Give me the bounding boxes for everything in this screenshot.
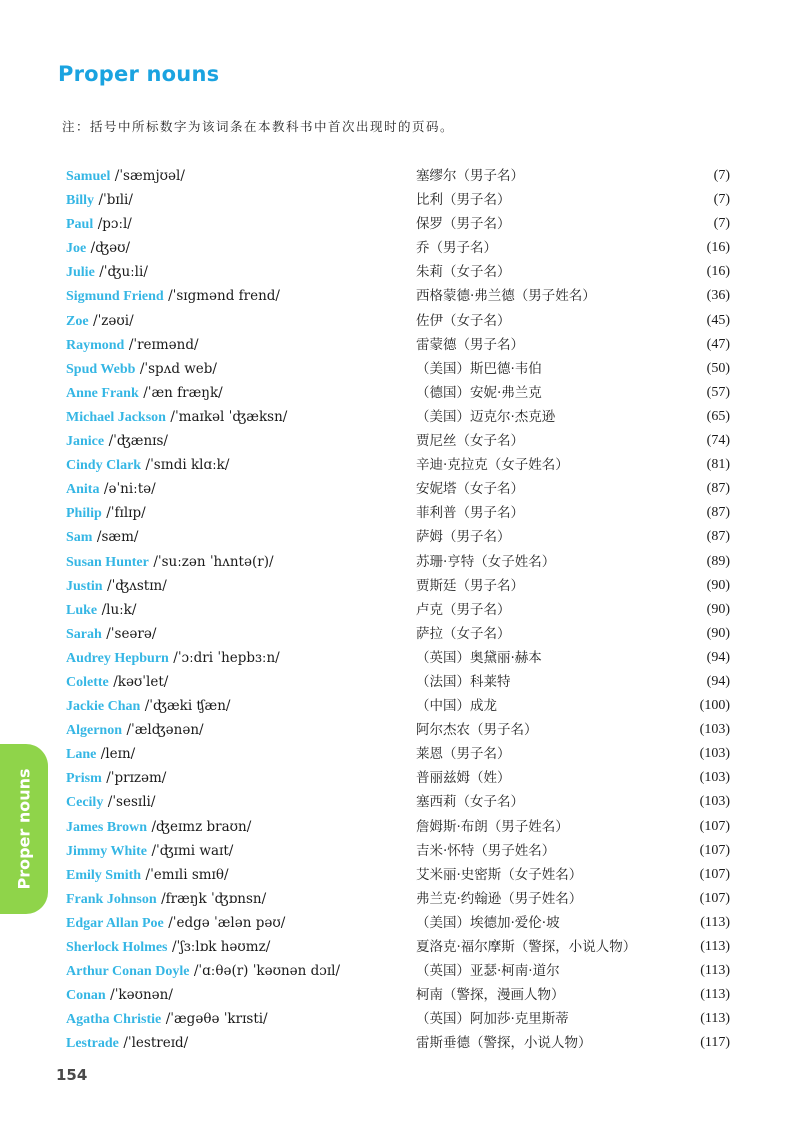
entry-chinese: 莱恩（男子名） — [416, 746, 511, 763]
entry-name: Jackie Chan — [66, 699, 141, 715]
entry-english — [66, 166, 185, 187]
entry-pronunciation: /əˈniːtə/ — [103, 481, 156, 498]
entry-page-ref: (57) — [706, 384, 730, 400]
entry-pronunciation: /ˈemɪli smɪθ/ — [145, 866, 229, 883]
entry-row — [66, 1009, 730, 1033]
entry-chinese: 萨拉（女子名） — [416, 625, 511, 642]
entry-page-ref: (103) — [699, 746, 730, 762]
entry-chinese: 苏珊·亨特（女子姓名） — [416, 553, 556, 570]
entry-page-ref: (36) — [706, 288, 730, 304]
entry-page-ref: (47) — [706, 336, 730, 352]
entry-pronunciation: /ˈedgə ˈælən pəʊ/ — [168, 914, 286, 931]
entry-page-ref: (94) — [706, 649, 730, 665]
entry-chinese: （法国）科莱特 — [416, 673, 511, 690]
entry-english — [66, 744, 135, 765]
entry-page-ref: (103) — [699, 794, 730, 810]
entry-chinese: （中国）成龙 — [416, 698, 497, 715]
entry-chinese: 贾尼丝（女子名） — [416, 433, 524, 450]
entry-row — [66, 841, 730, 865]
entry-page-ref: (103) — [699, 770, 730, 786]
entry-english — [66, 768, 166, 789]
entry-page-ref: (65) — [706, 408, 730, 424]
entry-page-ref: (7) — [713, 192, 730, 208]
entry-page-ref: (100) — [699, 698, 730, 714]
entry-row — [66, 1033, 730, 1057]
entry-english — [66, 672, 168, 693]
entry-pronunciation: /ˈʤɪmi waɪt/ — [151, 842, 234, 859]
entry-pronunciation: /ˈkəʊnən/ — [110, 987, 173, 1004]
entry-chinese: 柯南（警探，漫画人物） — [416, 987, 565, 1004]
entry-name: Edgar Allan Poe — [66, 915, 164, 931]
entry-name: Sarah — [66, 626, 102, 642]
page-number: 154 — [56, 1066, 88, 1084]
entry-chinese: 詹姆斯·布朗（男子姓名） — [416, 818, 569, 835]
entry-english — [66, 214, 132, 235]
entry-row — [66, 889, 730, 913]
entry-page-ref: (107) — [699, 818, 730, 834]
entry-row — [66, 792, 730, 816]
entry-row — [66, 166, 730, 190]
entry-name: Emily Smith — [66, 867, 142, 883]
entry-english — [66, 1009, 268, 1030]
entry-chinese: 佐伊（女子名） — [416, 312, 511, 329]
entry-chinese: 保罗（男子名） — [416, 216, 511, 233]
entry-page-ref: (94) — [706, 673, 730, 689]
entry-row — [66, 865, 730, 889]
entry-row — [66, 913, 730, 937]
entry-chinese: 吉米·怀特（男子姓名） — [416, 842, 556, 859]
entry-name: Janice — [66, 434, 105, 450]
entry-pronunciation: /ˈsɪndi klɑːk/ — [145, 457, 230, 474]
entry-page-ref: (103) — [699, 722, 730, 738]
entry-pronunciation: /ˈreɪmənd/ — [128, 336, 199, 353]
entry-english — [66, 407, 287, 428]
entry-page-ref: (107) — [699, 866, 730, 882]
entry-english — [66, 720, 204, 741]
entry-pronunciation: /ˈʃɜːlɒk həʊmz/ — [171, 939, 271, 955]
entry-row — [66, 383, 730, 407]
entry-pronunciation: /ˈʤænɪs/ — [108, 433, 168, 450]
entry-english — [66, 600, 136, 621]
entry-row — [66, 335, 730, 359]
entry-pronunciation: /ˈɑːθə(r) ˈkəʊnən dɔɪl/ — [193, 963, 341, 980]
entry-page-ref: (113) — [700, 939, 730, 954]
entry-name: Justin — [66, 578, 103, 594]
entry-pronunciation: /ʤeɪmz braʊn/ — [151, 818, 252, 835]
entry-page-ref: (90) — [706, 601, 730, 617]
entry-row — [66, 576, 730, 600]
entry-page-ref: (87) — [706, 529, 730, 545]
entry-name: Jimmy White — [66, 843, 148, 859]
entry-page-ref: (90) — [706, 577, 730, 593]
entry-english — [66, 624, 156, 645]
entry-row — [66, 311, 730, 335]
entry-english — [66, 383, 223, 404]
entry-chinese: 夏洛克·福尔摩斯（警探，小说人物） — [416, 939, 637, 955]
entry-row — [66, 648, 730, 672]
entry-chinese: 雷斯垂德（警探，小说人物） — [416, 1035, 592, 1052]
entry-page-ref: (107) — [699, 842, 730, 858]
entry-page-ref: (7) — [713, 168, 730, 183]
entry-pronunciation: /ˈʤæki ʧæn/ — [144, 698, 231, 715]
entry-pronunciation: /sæm/ — [96, 529, 139, 546]
entry-chinese: 萨姆（男子名） — [416, 529, 511, 546]
entry-name: Cecily — [66, 795, 104, 811]
entry-english — [66, 286, 280, 307]
entry-english — [66, 503, 146, 524]
entry-name: Colette — [66, 674, 109, 690]
entry-row — [66, 286, 730, 310]
entry-english — [66, 937, 270, 958]
entry-pronunciation: /ˈlestreɪd/ — [123, 1035, 189, 1052]
entry-name: Algernon — [66, 723, 122, 739]
entry-name: Frank Johnson — [66, 891, 157, 907]
entry-page-ref: (113) — [700, 914, 730, 930]
entry-pronunciation: /ˈʤuːli/ — [99, 264, 148, 281]
entry-english — [66, 311, 134, 332]
entry-name: James Brown — [66, 819, 148, 835]
entry-chinese: （英国）阿加莎·克里斯蒂 — [416, 1011, 569, 1028]
entry-name: Raymond — [66, 337, 125, 353]
entry-page-ref: (81) — [706, 457, 730, 473]
entry-page-ref: (74) — [706, 433, 730, 449]
entry-row — [66, 479, 730, 503]
entry-name: Audrey Hepburn — [66, 650, 169, 666]
entry-row — [66, 238, 730, 262]
entry-row — [66, 262, 730, 286]
entry-row — [66, 359, 730, 383]
entry-row — [66, 744, 730, 768]
entry-row — [66, 985, 730, 1009]
entry-pronunciation: /ʤəʊ/ — [90, 240, 131, 257]
entry-chinese: 弗兰克·约翰逊（男子姓名） — [416, 890, 583, 907]
entry-name: Susan Hunter — [66, 554, 149, 570]
entry-english — [66, 792, 155, 813]
entry-page-ref: (87) — [706, 481, 730, 497]
entry-pronunciation: /ˈægəθə ˈkrɪsti/ — [165, 1011, 268, 1028]
entry-row — [66, 600, 730, 624]
entry-pronunciation: /ˈsæmjʊəl/ — [114, 168, 185, 184]
page-title: Proper nouns — [58, 62, 220, 86]
entry-page-ref: (113) — [700, 987, 730, 1003]
entry-name: Prism — [66, 771, 102, 787]
entry-pronunciation: /kəʊˈlet/ — [113, 673, 169, 690]
entry-chinese: 安妮塔（女子名） — [416, 481, 524, 498]
entry-pronunciation: /ˈzəʊi/ — [93, 312, 134, 329]
entry-english — [66, 359, 217, 380]
entry-pronunciation: /ˈspʌd web/ — [139, 360, 217, 377]
entry-name: Lestrade — [66, 1036, 119, 1052]
entry-english — [66, 431, 168, 452]
entry-page-ref: (16) — [706, 240, 730, 256]
entry-row — [66, 503, 730, 527]
page-note: 注：括号中所标数字为该词条在本教科书中首次出现时的页码。 — [62, 119, 455, 134]
entry-chinese: 普丽兹姆（姓） — [416, 770, 511, 787]
entry-page-ref: (107) — [699, 890, 730, 906]
entry-english — [66, 479, 156, 500]
entry-english — [66, 576, 167, 597]
entry-pronunciation: /ˈbɪli/ — [98, 192, 133, 209]
entry-pronunciation: /ˈæn fræŋk/ — [143, 384, 223, 401]
entry-pronunciation: /ˈfɪlɪp/ — [106, 505, 146, 522]
entry-pronunciation: /ˈɔːdri ˈhepbɜːn/ — [173, 649, 280, 666]
entry-pronunciation: /ˈprɪzəm/ — [106, 770, 167, 787]
entry-english — [66, 238, 130, 259]
entry-chinese: （美国）埃德加·爱伦·坡 — [416, 914, 560, 931]
entry-pronunciation: /ˈseərə/ — [106, 625, 157, 642]
entry-pronunciation: /ˈælʤənən/ — [126, 722, 204, 739]
entry-name: Philip — [66, 506, 102, 522]
section-tab-label: Proper nouns — [14, 768, 34, 890]
entry-pronunciation: /leɪn/ — [100, 746, 136, 763]
entry-pronunciation: /luːk/ — [101, 601, 137, 618]
entry-name: Arthur Conan Doyle — [66, 964, 190, 980]
entry-english — [66, 865, 229, 886]
entry-name: Joe — [66, 241, 87, 257]
entry-chinese: 雷蒙德（男子名） — [416, 336, 524, 353]
entry-name: Spud Webb — [66, 361, 136, 377]
entry-chinese: （德国）安妮·弗兰克 — [416, 384, 542, 401]
entry-page-ref: (113) — [700, 963, 730, 979]
entry-english — [66, 455, 229, 476]
entry-pronunciation: /ˈsuːzən ˈhʌntə(r)/ — [153, 553, 274, 570]
entry-english — [66, 262, 148, 283]
entry-english — [66, 190, 133, 211]
entry-pronunciation: /fræŋk ˈʤɒnsn/ — [161, 890, 267, 907]
entry-chinese: 朱莉（女子名） — [416, 264, 511, 281]
entry-name: Luke — [66, 602, 98, 618]
entry-row — [66, 768, 730, 792]
entry-name: Billy — [66, 193, 95, 209]
entry-row — [66, 552, 730, 576]
entry-english — [66, 841, 233, 862]
entry-english — [66, 696, 230, 717]
entry-english — [66, 817, 251, 838]
entry-row — [66, 696, 730, 720]
entry-name: Conan — [66, 988, 106, 1004]
entry-page-ref: (16) — [706, 264, 730, 280]
entry-page-ref: (113) — [700, 1011, 730, 1027]
entry-chinese: 乔（男子名） — [416, 240, 497, 257]
entry-chinese: （英国）奥黛丽·赫本 — [416, 649, 542, 666]
entry-row — [66, 214, 730, 238]
entry-english — [66, 1033, 188, 1054]
entry-english — [66, 985, 173, 1006]
entry-english — [66, 961, 340, 982]
entry-row — [66, 817, 730, 841]
entry-english — [66, 527, 138, 548]
entry-name: Lane — [66, 747, 97, 763]
entry-chinese: 塞缪尔（男子名） — [416, 168, 524, 184]
entry-pronunciation: /pɔːl/ — [97, 216, 132, 233]
entry-row — [66, 407, 730, 431]
entry-page-ref: (89) — [706, 553, 730, 569]
entry-row — [66, 937, 730, 961]
entry-english — [66, 552, 274, 573]
entry-row — [66, 190, 730, 214]
entry-pronunciation: /ˈsɪgmənd frend/ — [168, 288, 280, 305]
entry-chinese: 菲利普（男子名） — [416, 505, 524, 522]
entry-row — [66, 431, 730, 455]
entry-name: Sam — [66, 530, 93, 546]
entry-row — [66, 455, 730, 479]
entry-page-ref: (45) — [706, 312, 730, 328]
entry-name: Michael Jackson — [66, 409, 166, 425]
entry-page-ref: (50) — [706, 360, 730, 376]
entry-chinese: 辛迪·克拉克（女子姓名） — [416, 457, 569, 474]
entry-chinese: 艾米丽·史密斯（女子姓名） — [416, 866, 583, 883]
entry-pronunciation: /ˈmaɪkəl ˈʤæksn/ — [170, 408, 288, 425]
entry-name: Sherlock Holmes — [66, 940, 168, 955]
entry-chinese: 比利（男子名） — [416, 192, 511, 209]
entry-chinese: 卢克（男子名） — [416, 601, 511, 618]
entry-chinese: 西格蒙德·弗兰德（男子姓名） — [416, 288, 596, 305]
entry-chinese: （美国）迈克尔·杰克逊 — [416, 408, 556, 425]
entry-page-ref: (7) — [713, 216, 730, 232]
entry-pronunciation: /ˈʤʌstɪn/ — [107, 577, 167, 594]
entry-row — [66, 527, 730, 551]
entry-page-ref: (117) — [700, 1035, 730, 1051]
entry-chinese: 贾斯廷（男子名） — [416, 577, 524, 594]
entry-row — [66, 961, 730, 985]
entry-name: Paul — [66, 217, 94, 233]
entry-chinese: 阿尔杰农（男子名） — [416, 722, 538, 739]
entry-row — [66, 672, 730, 696]
entry-page-ref: (87) — [706, 505, 730, 521]
entry-name: Samuel — [66, 169, 111, 184]
entry-pronunciation: /ˈsesɪli/ — [107, 794, 156, 811]
entry-name: Agatha Christie — [66, 1012, 162, 1028]
entry-row — [66, 720, 730, 744]
entry-name: Cindy Clark — [66, 458, 142, 474]
entry-chinese: （美国）斯巴德·韦伯 — [416, 360, 542, 377]
entry-english — [66, 335, 199, 356]
entry-name: Sigmund Friend — [66, 289, 164, 305]
entry-english — [66, 648, 280, 669]
entry-name: Zoe — [66, 313, 89, 329]
entry-chinese: 塞西莉（女子名） — [416, 794, 524, 811]
entry-english — [66, 889, 266, 910]
entry-chinese: （英国）亚瑟·柯南·道尔 — [416, 963, 560, 980]
entry-name: Julie — [66, 265, 95, 281]
proper-noun-list — [66, 166, 730, 1057]
entry-english — [66, 913, 285, 934]
entry-name: Anita — [66, 482, 100, 498]
entry-name: Anne Frank — [66, 385, 139, 401]
entry-row — [66, 624, 730, 648]
entry-page-ref: (90) — [706, 625, 730, 641]
